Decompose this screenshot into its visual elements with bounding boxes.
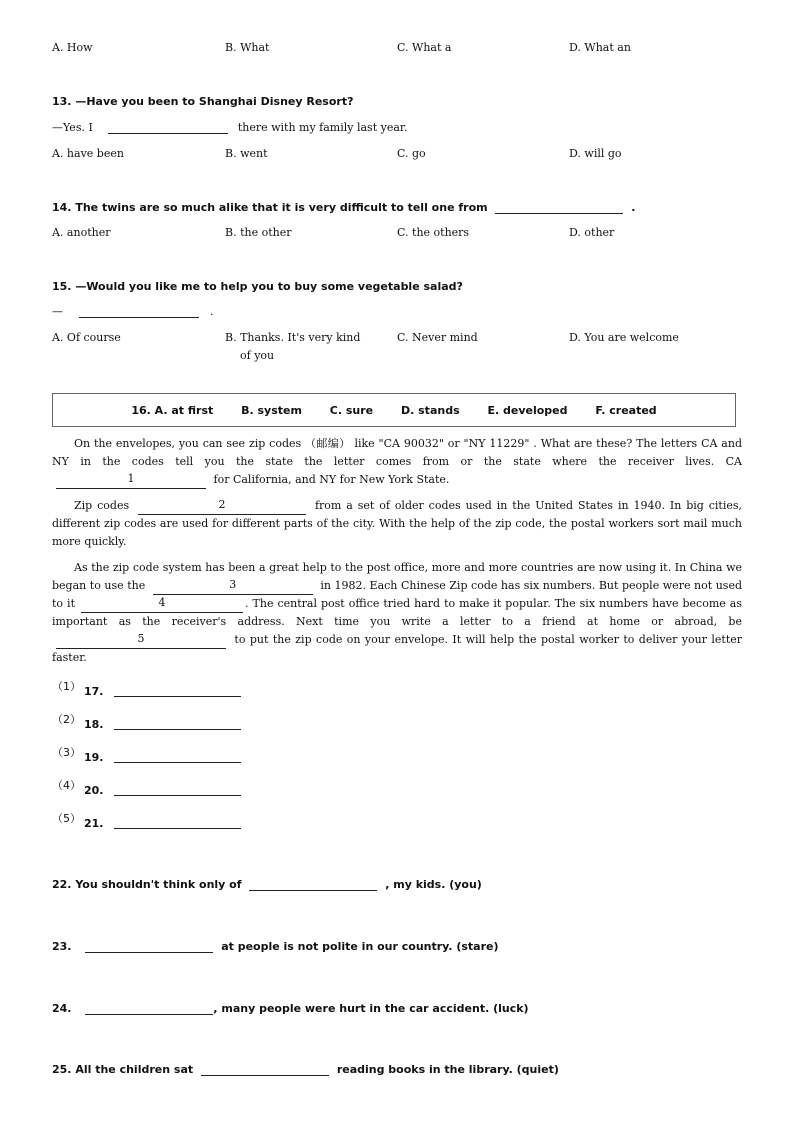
p3-text-b: in 1982. Each Chinese Zip code has six numbers. But people were not used to it [52, 579, 742, 610]
q12-option-c: C. What a [397, 41, 452, 54]
q13-line-prefix: —Yes. I [52, 121, 93, 134]
blank-4-number: 4 [158, 596, 166, 609]
q14-option-d: D. other [569, 226, 615, 239]
p2-text-b: from a set of older codes used in the United States in 1940. In big cities, different zip codes are used for different parts of the city. With the help of the zip code, the postal workers sort mail much more quickly. [52, 499, 743, 548]
q13-option-a: A. have been [52, 147, 124, 160]
q12-option-a: A. How [52, 41, 93, 54]
answer-paren: （3） [52, 746, 81, 759]
passage-paragraph-2 [52, 497, 742, 551]
answer-paren: （2） [52, 713, 81, 726]
q14-option-c: C. the others [397, 226, 470, 239]
word-box-item: F. created [595, 404, 657, 417]
answer-number: 18. [84, 718, 104, 731]
q13-answer-line [52, 121, 407, 134]
q24-post: , many people were hurt in the car accident. (luck) [213, 1002, 529, 1015]
q15-blank[interactable] [79, 305, 199, 318]
q15-option-a: A. Of course [52, 331, 121, 344]
passage-blank-1[interactable] [56, 472, 206, 489]
passage-blank-2[interactable] [138, 498, 306, 515]
q25-blank[interactable] [201, 1063, 329, 1076]
q12-option-b: B. What [225, 41, 270, 54]
word-box-items [53, 404, 735, 417]
q14-end: . [631, 201, 636, 214]
q14-stem: 14. The twins are so much alike that it is very difficult to tell one from [52, 201, 488, 214]
p3-text-c: . The central post office tried hard to make it popular. The six numbers have become as important as the receiver's address. Next time you write a letter to a friend at home or abroad, be [52, 597, 742, 628]
q13-option-d: D. will go [569, 147, 622, 160]
q14-blank[interactable] [495, 201, 623, 214]
q14-stem-line [52, 201, 635, 214]
answer-number: 21. [84, 817, 104, 830]
q13-blank[interactable] [108, 121, 228, 134]
p1-text-a: On the envelopes, you can see zip codes （邮编） like "CA 90032" or "NY 11229" . What are these? The letters CA and NY in the codes tell you the state the letter comes from or the state where the receiver lives. CA [52, 437, 742, 468]
q23-blank[interactable] [85, 940, 213, 953]
word-box-item: E. developed [487, 404, 568, 417]
q14-option-b: B. the other [225, 226, 292, 239]
answer-blank-20[interactable] [114, 795, 241, 796]
q13-stem: 13. —Have you been to Shanghai Disney Resort? [52, 95, 354, 108]
q23-pre: 23. [52, 940, 72, 953]
q22-post: , my kids. (you) [385, 878, 482, 891]
passage-blank-4[interactable] [81, 596, 243, 613]
q13-option-c: C. go [397, 147, 426, 160]
blank-2-number: 2 [218, 498, 226, 511]
answer-blank-18[interactable] [114, 729, 241, 730]
q15-option-d: D. You are welcome [569, 331, 679, 344]
word-box-item: D. stands [401, 404, 460, 417]
word-box [52, 393, 736, 427]
q24-pre: 24. [52, 1002, 72, 1015]
q23 [52, 940, 499, 953]
answer-blank-21[interactable] [114, 828, 241, 829]
q24 [52, 1002, 529, 1015]
answer-paren: （4） [52, 779, 81, 792]
blank-3-number: 3 [229, 578, 237, 591]
q24-blank[interactable] [85, 1002, 213, 1015]
blank-5-number: 5 [137, 632, 145, 645]
blank-1-number: 1 [127, 472, 135, 485]
p2-text-a: Zip codes [74, 499, 130, 512]
q15-stem: 15. —Would you like me to help you to buy some vegetable salad? [52, 280, 463, 293]
q23-post: at people is not polite in our country. (stare) [221, 940, 499, 953]
q15-option-b: B. Thanks. It's very kind [225, 331, 361, 344]
q22 [52, 878, 482, 891]
q13-line-suffix: there with my family last year. [237, 121, 408, 134]
q15-line-prefix: — [52, 305, 63, 318]
answer-number: 17. [84, 685, 104, 698]
p3-text-a: As the zip code system has been a great help to the post office, more and more countries are now using it. In China we began to use the [52, 561, 742, 592]
q15-line-suffix: . [210, 305, 214, 318]
q14-option-a: A. another [52, 226, 111, 239]
q15-answer-line [52, 305, 214, 318]
passage-blank-5[interactable] [56, 632, 226, 649]
q25-pre: 25. All the children sat [52, 1063, 194, 1076]
p3-text-d: to put the zip code on your envelope. It will help the postal worker to deliver your letter faster. [52, 633, 743, 664]
word-box-item: B. system [241, 404, 302, 417]
answer-paren: （5） [52, 812, 81, 825]
q25 [52, 1063, 559, 1076]
q13-option-b: B. went [225, 147, 268, 160]
answer-number: 20. [84, 784, 104, 797]
q15-option-b-cont: of you [240, 349, 275, 362]
passage-paragraph-1 [52, 435, 742, 489]
answer-number: 19. [84, 751, 104, 764]
word-box-item: 16. A. at first [131, 404, 214, 417]
answer-blank-17[interactable] [114, 696, 241, 697]
q22-pre: 22. You shouldn't think only of [52, 878, 242, 891]
word-box-item: C. sure [329, 404, 374, 417]
p1-text-b: for California, and NY for New York State. [213, 473, 450, 486]
q12-option-d: D. What an [569, 41, 631, 54]
answer-blank-19[interactable] [114, 762, 241, 763]
answer-paren: （1） [52, 680, 81, 693]
passage-paragraph-3 [52, 559, 742, 667]
q22-blank[interactable] [249, 878, 377, 891]
q25-post: reading books in the library. (quiet) [336, 1063, 559, 1076]
q15-option-c: C. Never mind [397, 331, 478, 344]
